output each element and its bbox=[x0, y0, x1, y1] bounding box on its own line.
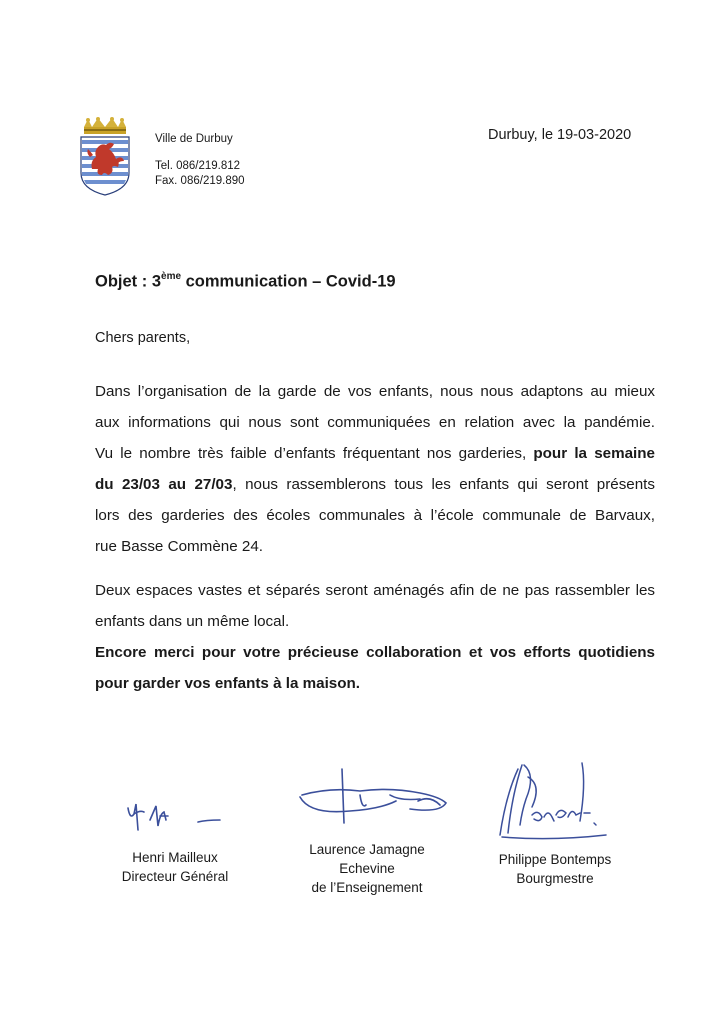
paragraph-line: rue Basse Commène 24. bbox=[95, 538, 263, 555]
paragraph-line: enfants dans un même local. bbox=[95, 613, 290, 630]
text-bold: pour la semaine bbox=[533, 445, 655, 462]
telephone-number: Tel. 086/219.812 bbox=[155, 160, 241, 172]
paragraph-2 bbox=[95, 575, 655, 637]
signature-henri-mailleux bbox=[120, 790, 230, 840]
text-normal: Vu le nombre très faible d’enfants fréquentant nos garderies, bbox=[95, 445, 534, 462]
signatory-title-2: de l’Enseignement bbox=[311, 880, 423, 895]
text-normal: , nous rassemblerons tous les enfants qui seront présents bbox=[232, 476, 656, 493]
text-bold: du 23/03 au 27/03 bbox=[95, 476, 233, 493]
paragraph-line: pour garder vos enfants à la maison. bbox=[95, 675, 361, 692]
signatory-block-henri bbox=[100, 848, 250, 886]
organization-name: Ville de Durbuy bbox=[155, 133, 233, 145]
paragraph-1 bbox=[95, 376, 655, 562]
signature-laurence-jamagne bbox=[290, 765, 450, 835]
subject-line bbox=[95, 272, 396, 292]
paragraph-line bbox=[95, 438, 655, 469]
signatory-title: Bourgmestre bbox=[516, 871, 594, 886]
paragraph-line: Dans l’organisation de la garde de vos enfants, nous nous adaptons au mieux bbox=[95, 383, 655, 400]
signatory-title: Echevine bbox=[339, 861, 395, 876]
crown-icon bbox=[84, 117, 126, 134]
letter-date: Durbuy, le 19-03-2020 bbox=[488, 127, 632, 143]
greeting: Chers parents, bbox=[95, 330, 191, 346]
signatory-block-laurence bbox=[287, 840, 447, 897]
signatory-name: Henri Mailleux bbox=[132, 850, 218, 865]
paragraph-3 bbox=[95, 637, 655, 699]
fax-number: Fax. 086/219.890 bbox=[155, 175, 245, 187]
signatory-name: Laurence Jamagne bbox=[309, 842, 425, 857]
signatory-title: Directeur Général bbox=[121, 869, 229, 884]
signatory-block-philippe bbox=[480, 850, 630, 888]
subject-prefix: Objet : 3 bbox=[95, 272, 162, 291]
paragraph-line: Deux espaces vastes et séparés seront aménagés afin de ne pas rassembler les bbox=[95, 582, 655, 599]
paragraph-line bbox=[95, 469, 655, 500]
coat-of-arms-logo bbox=[78, 117, 132, 197]
paragraph-line: lors des garderies des écoles communales à l’école communale de Barvaux, bbox=[95, 507, 655, 524]
paragraph-line: aux informations qui nous sont communiquées en relation avec la pandémie. bbox=[95, 414, 655, 431]
signatory-name: Philippe Bontemps bbox=[498, 852, 612, 867]
signature-philippe-bontemps bbox=[482, 755, 622, 850]
subject-superscript: ème bbox=[161, 271, 182, 282]
subject-suffix: communication – Covid-19 bbox=[181, 272, 396, 291]
paragraph-line: Encore merci pour votre précieuse collaboration et vos efforts quotidiens bbox=[95, 644, 655, 661]
